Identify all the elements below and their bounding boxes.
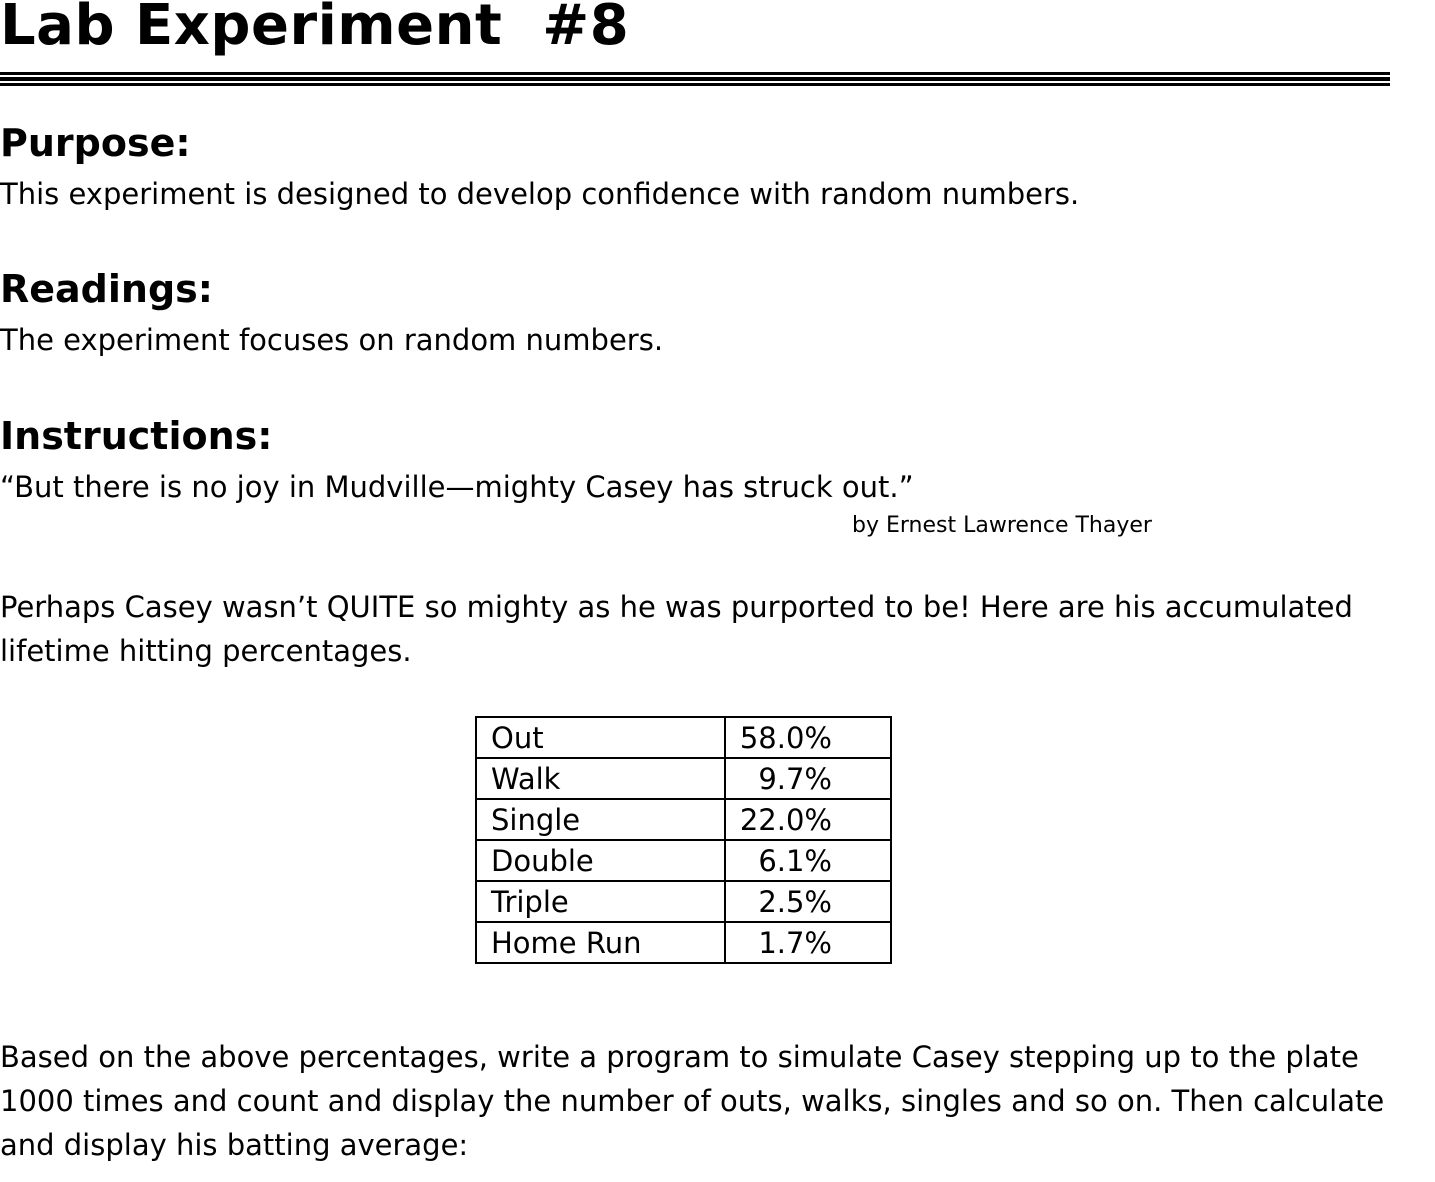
- task-paragraph: Based on the above percentages, write a program to simulate Casey stepping up to the plate 1000 times and count and display the number of outs, walks, singles and so on. Then calculate and display his batting average:: [0, 1040, 1385, 1162]
- outcome-cell: Home Run: [476, 922, 725, 963]
- percent-cell: 9.7%: [725, 758, 891, 799]
- instructions-heading: Instructions:: [0, 414, 273, 458]
- percent-cell: 1.7%: [725, 922, 891, 963]
- outcome-cell: Single: [476, 799, 725, 840]
- title-rule-thin-line: [0, 72, 1390, 75]
- title-rule-bottom-line: [0, 83, 1390, 86]
- purpose-heading: Purpose:: [0, 121, 191, 165]
- outcome-cell: Double: [476, 840, 725, 881]
- readings-text: The experiment focuses on random numbers.: [0, 323, 664, 357]
- table-row: [476, 840, 891, 881]
- title-rule-middle-line: [0, 77, 1390, 81]
- document-title: Lab Experiment #8: [0, 0, 630, 58]
- purpose-text: This experiment is designed to develop confidence with random numbers.: [0, 177, 1080, 211]
- percent-cell: 22.0%: [725, 799, 891, 840]
- casey-quote: “But there is no joy in Mudville—mighty Casey has struck out.”: [0, 470, 914, 504]
- intro-paragraph: Perhaps Casey wasn’t QUITE so mighty as he was purported to be! Here are his accumulated lifetime hitting percentages.: [0, 590, 1353, 668]
- outcome-cell: Out: [476, 717, 725, 758]
- percent-cell: 6.1%: [725, 840, 891, 881]
- outcome-cell: Triple: [476, 881, 725, 922]
- outcome-cell: Walk: [476, 758, 725, 799]
- quote-attribution: by Ernest Lawrence Thayer: [852, 513, 1152, 538]
- percent-cell: 2.5%: [725, 881, 891, 922]
- title-double-rule: [0, 72, 1390, 88]
- table-row: [476, 717, 891, 758]
- table-row: [476, 799, 891, 840]
- table-row: [476, 922, 891, 963]
- percent-cell: 58.0%: [725, 717, 891, 758]
- table-row: [476, 758, 891, 799]
- hitting-percentages-table: [475, 716, 892, 964]
- table-row: [476, 881, 891, 922]
- readings-heading: Readings:: [0, 267, 213, 311]
